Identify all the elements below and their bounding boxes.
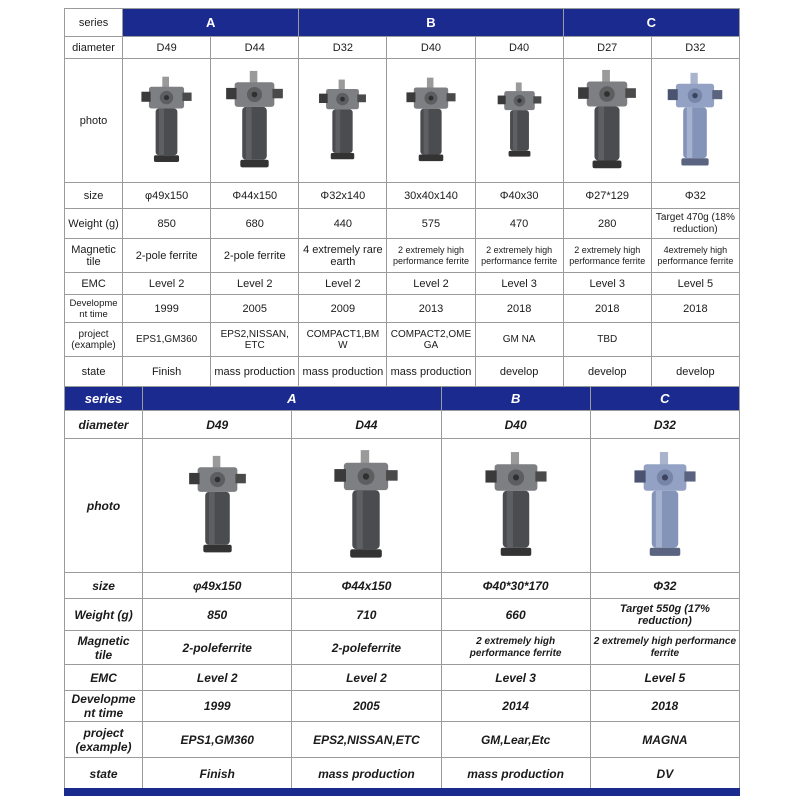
row-label-project-example: project (example)	[65, 722, 143, 758]
row-label-development-time: Development time	[65, 295, 123, 323]
cell: φ49x150	[123, 183, 211, 209]
cell: 2018	[563, 295, 651, 323]
cell: Level 2	[387, 273, 475, 295]
cell: Level 5	[590, 665, 739, 691]
cell: Level 2	[299, 273, 387, 295]
motor-photo-icon	[184, 454, 251, 558]
motor-photo-icon	[402, 76, 460, 166]
cell: 2018	[651, 295, 739, 323]
cell: 2005	[211, 295, 299, 323]
row-label-magnetic-tile: Magnetic tile	[65, 239, 123, 273]
cell: Level 2	[123, 273, 211, 295]
cell: 575	[387, 209, 475, 239]
photo-cell	[441, 439, 590, 573]
cell: GM NA	[475, 323, 563, 357]
photo-cell	[292, 439, 441, 573]
cell: mass production	[211, 357, 299, 387]
cell: DV	[590, 758, 739, 790]
photo-cell	[651, 59, 739, 183]
cell: Target 470g (18% reduction)	[651, 209, 739, 239]
cell: 440	[299, 209, 387, 239]
cell: 2 extremely high performance ferrite	[563, 239, 651, 273]
photo-cell	[299, 59, 387, 183]
row-label-state: state	[65, 758, 143, 790]
cell: Level 2	[211, 273, 299, 295]
cell: 2009	[299, 295, 387, 323]
row-label-series: series	[65, 9, 123, 37]
row-label-state: state	[65, 357, 123, 387]
cell: 660	[441, 599, 590, 631]
photo-cell	[475, 59, 563, 183]
photo-cell	[590, 439, 739, 573]
cell: Φ32	[590, 573, 739, 599]
cell: Level 3	[563, 273, 651, 295]
cell: D32	[651, 37, 739, 59]
photo-cell	[123, 59, 211, 183]
motor-photo-icon	[663, 71, 727, 171]
cell: develop	[475, 357, 563, 387]
row-label-weight: Weight (g)	[65, 209, 123, 239]
row-label-diameter: diameter	[65, 37, 123, 59]
cell: Level 2	[292, 665, 441, 691]
motor-photo-icon	[494, 81, 545, 161]
cell: mass production	[387, 357, 475, 387]
row-label-photo: photo	[65, 439, 143, 573]
cell: EPS2,NISSAN, ETC	[211, 323, 299, 357]
cell: D40	[475, 37, 563, 59]
cell	[651, 323, 739, 357]
cell: EPS2,NISSAN,ETC	[292, 722, 441, 758]
cell: D44	[292, 411, 441, 439]
cell: mass production	[292, 758, 441, 790]
motor-photo-icon	[329, 448, 403, 564]
series-header-c: C	[590, 387, 739, 411]
row-label-diameter: diameter	[65, 411, 143, 439]
cell: 1999	[143, 691, 292, 722]
cell: D49	[143, 411, 292, 439]
cell: Target 550g (17% reduction)	[590, 599, 739, 631]
cell: D40	[387, 37, 475, 59]
motor-photo-icon	[573, 68, 641, 174]
cell: Φ40*30*170	[441, 573, 590, 599]
cell: Finish	[123, 357, 211, 387]
cell: TBD	[563, 323, 651, 357]
cell: D40	[441, 411, 590, 439]
row-label-photo: photo	[65, 59, 123, 183]
row-label-size: size	[65, 183, 123, 209]
cell: 2014	[441, 691, 590, 722]
cell: mass production	[299, 357, 387, 387]
table-bottom-border	[64, 788, 740, 796]
cell: Level 2	[143, 665, 292, 691]
row-label-weight: Weight (g)	[65, 599, 143, 631]
cell: 2 extremely high performance ferrite	[590, 631, 739, 665]
cell: Level 5	[651, 273, 739, 295]
cell: 850	[143, 599, 292, 631]
cell: 1999	[123, 295, 211, 323]
cell: 2 extremely high performance ferrite	[441, 631, 590, 665]
cell: 280	[563, 209, 651, 239]
cell: Φ44x150	[211, 183, 299, 209]
cell: Φ27*129	[563, 183, 651, 209]
cell: mass production	[441, 758, 590, 790]
cell: 2 extremely high performance ferrite	[387, 239, 475, 273]
row-label-magnetic-tile: Magnetic tile	[65, 631, 143, 665]
cell: Φ40x30	[475, 183, 563, 209]
cell: 2018	[590, 691, 739, 722]
cell: 2013	[387, 295, 475, 323]
cell: EPS1,GM360	[143, 722, 292, 758]
motor-photo-icon	[137, 75, 196, 167]
row-label-series: series	[65, 387, 143, 411]
cell: GM,Lear,Etc	[441, 722, 590, 758]
series-header-a: A	[123, 9, 299, 37]
series-header-a: A	[143, 387, 441, 411]
cell: 2-poleferrite	[143, 631, 292, 665]
cell: 2005	[292, 691, 441, 722]
comparison-table-bottom	[64, 386, 740, 790]
cell: 680	[211, 209, 299, 239]
cell: 4extremely high performance ferrite	[651, 239, 739, 273]
cell: develop	[563, 357, 651, 387]
cell: develop	[651, 357, 739, 387]
row-label-project-example: project (example)	[65, 323, 123, 357]
motor-photo-icon	[629, 450, 701, 562]
row-label-size: size	[65, 573, 143, 599]
motor-photo-icon	[221, 69, 288, 173]
cell: 4 extremely rare earth	[299, 239, 387, 273]
cell: D32	[590, 411, 739, 439]
photo-cell	[387, 59, 475, 183]
cell: D27	[563, 37, 651, 59]
cell: 2 extremely high performance ferrite	[475, 239, 563, 273]
cell: Φ32	[651, 183, 739, 209]
row-label-emc: EMC	[65, 665, 143, 691]
cell: Φ44x150	[292, 573, 441, 599]
motor-photo-icon	[480, 450, 552, 562]
cell: MAGNA	[590, 722, 739, 758]
row-label-emc: EMC	[65, 273, 123, 295]
series-header-c: C	[563, 9, 739, 37]
cell: D32	[299, 37, 387, 59]
photo-cell	[143, 439, 292, 573]
cell: Φ32x140	[299, 183, 387, 209]
photo-cell	[211, 59, 299, 183]
motor-photo-icon	[315, 78, 370, 164]
cell: 850	[123, 209, 211, 239]
series-header-b: B	[441, 387, 590, 411]
cell: 2-poleferrite	[292, 631, 441, 665]
row-label-development-time: Development time	[65, 691, 143, 722]
cell: φ49x150	[143, 573, 292, 599]
cell: D44	[211, 37, 299, 59]
cell: 2-pole ferrite	[123, 239, 211, 273]
cell: COMPACT2,OMEGA	[387, 323, 475, 357]
cell: COMPACT1,BMW	[299, 323, 387, 357]
cell: 2-pole ferrite	[211, 239, 299, 273]
cell: D49	[123, 37, 211, 59]
cell: 2018	[475, 295, 563, 323]
photo-cell	[563, 59, 651, 183]
cell: 710	[292, 599, 441, 631]
series-header-b: B	[299, 9, 563, 37]
cell: Level 3	[475, 273, 563, 295]
comparison-table-top	[64, 8, 740, 387]
cell: 30x40x140	[387, 183, 475, 209]
cell: Finish	[143, 758, 292, 790]
cell: EPS1,GM360	[123, 323, 211, 357]
cell: 470	[475, 209, 563, 239]
cell: Level 3	[441, 665, 590, 691]
